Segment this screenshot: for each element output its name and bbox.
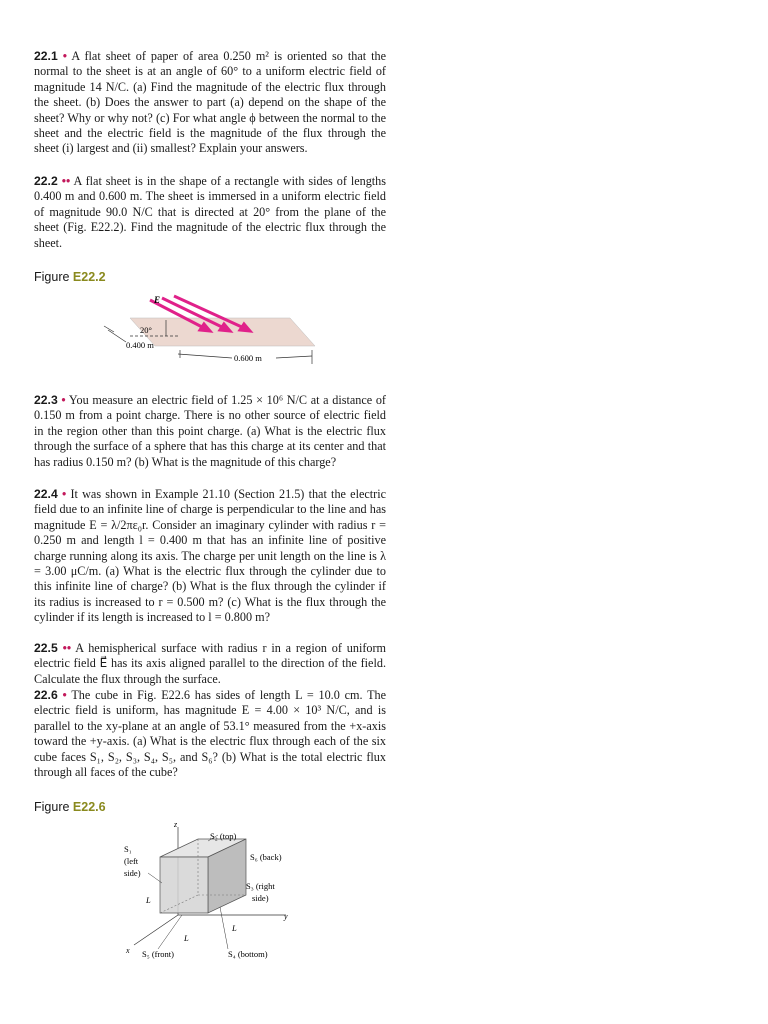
s5-label: S₅ (front) (142, 949, 174, 959)
l-label-front: L (184, 933, 189, 943)
problem-text: You measure an electric field of 1.25 × 10⁶ N/C at a distance of 0.150 m from a point charge. There is no other source of electric field in the region other than this point charge. (a) What is the electric flux through the surface of a sphere that has this charge at its center and that has radius 0.150 m? (b) What is the magnitude of this charge? (34, 393, 386, 469)
problem-22-2 (34, 174, 386, 251)
problem-text: A flat sheet is in the shape of a rectangle with sides of lengths 0.400 m and 0.600 m. The sheet is immersed in a uniform electric field of magnitude 90.0 N/C that is directed at 20° from the plane of the sheet (Fig. E22.2). Find the magnitude of the electric flux through the sheet. (34, 174, 387, 250)
z-label: z (174, 820, 178, 829)
sheet (130, 318, 315, 346)
problem-number: 22.4 (34, 487, 58, 501)
figure-caption-e22-6 (34, 800, 106, 814)
difficulty-marker: •• (61, 174, 71, 188)
problem-text: A flat sheet of paper of area 0.250 m² is oriented so that the normal to the sheet is at an angle of 60° to a uniform electric field of magnitude 14 N/C. (a) Find the magnitude of the electric flux through the sheet. (b) Does the answer to part (a) depend on the shape of the sheet? Why or why not? (c) For what angle ϕ between the normal to the sheet and the electric field is the magnitude of the flux through the sheet (i) largest and (ii) smallest? Explain your answers. (34, 49, 386, 156)
problem-22-3 (34, 393, 386, 470)
figure-label: Figure (34, 270, 70, 284)
problem-22-4 (34, 487, 386, 626)
problem-22-6 (34, 688, 386, 780)
s1-label-b: (left (124, 856, 139, 866)
field-label: E⃗ (154, 295, 168, 305)
difficulty-marker: • (62, 688, 67, 702)
s3-label-a: S₃ (right (246, 881, 275, 891)
figure-number: E22.2 (72, 270, 106, 284)
problem-text: The cube in Fig. E22.6 has sides of length L = 10.0 cm. The electric field is uniform, has magnitude E = 4.00 × 10³ N/C, and is parallel to the xy-plane at an angle of 53.1° measured from the +x-axis toward the +y-axis. (a) What is the electric flux through each of the six cube faces S₁, S₂, S₃, S₄, S₅, and S₆? (b) What is the total electric flux through all faces of the cube? (34, 688, 387, 780)
length-label: 0.600 m (234, 353, 262, 363)
s1-label-a: S₁ (124, 844, 132, 854)
problem-22-5 (34, 641, 386, 687)
problem-number: 22.6 (34, 688, 58, 702)
difficulty-marker: •• (62, 641, 72, 655)
figure-e22-2 (100, 290, 330, 370)
l-label-right: L (232, 923, 237, 933)
s1-label-c: side) (124, 868, 141, 878)
problem-number: 22.1 (34, 49, 58, 63)
problem-number: 22.5 (34, 641, 58, 655)
s3-label-b: side) (252, 893, 269, 903)
figure-e22-6 (110, 815, 330, 965)
figure-label: Figure (34, 800, 70, 814)
l-label-left: L (146, 895, 151, 905)
difficulty-marker: • (62, 49, 68, 63)
problem-number: 22.3 (34, 393, 58, 407)
y-label: y (284, 912, 288, 921)
cube-front (160, 857, 208, 913)
problem-number: 22.2 (34, 174, 58, 188)
difficulty-marker: • (61, 393, 66, 407)
s2-label: S₂ (top) (210, 831, 237, 841)
figure-number: E22.6 (72, 800, 106, 814)
width-label: 0.400 m (126, 340, 154, 350)
problem-text: It was shown in Example 21.10 (Section 21.5) that the electric field due to an infinite line of charge is perpendicular to the line and has magnitude E = λ/2πε₀r. Consider an imaginary cylinder with radius r = 0.250 m and length l = 0.400 m that has an infinite line of positive charge running along its axis. The charge per unit length on the line is λ = 3.00 μC/m. (a) What is the electric flux through the cylinder due to this infinite line of charge? (b) What is the flux through the cylinder if its radius is increased to r = 0.500 m? (c) What is the flux through the cylinder if its length is increased to l = 0.800 m? (34, 487, 387, 625)
s4-label: S₄ (bottom) (228, 949, 268, 959)
problem-22-1 (34, 49, 386, 157)
difficulty-marker: • (61, 487, 67, 501)
figure-caption-e22-2 (34, 270, 106, 284)
angle-label: 20° (140, 325, 152, 335)
s6-label: S₆ (back) (250, 852, 282, 862)
problem-text: A hemispherical surface with radius r in a region of uniform electric field E⃗ has its axis aligned parallel to the direction of the field. Calculate the flux through the surface. (34, 641, 387, 686)
x-label: x (126, 946, 130, 955)
